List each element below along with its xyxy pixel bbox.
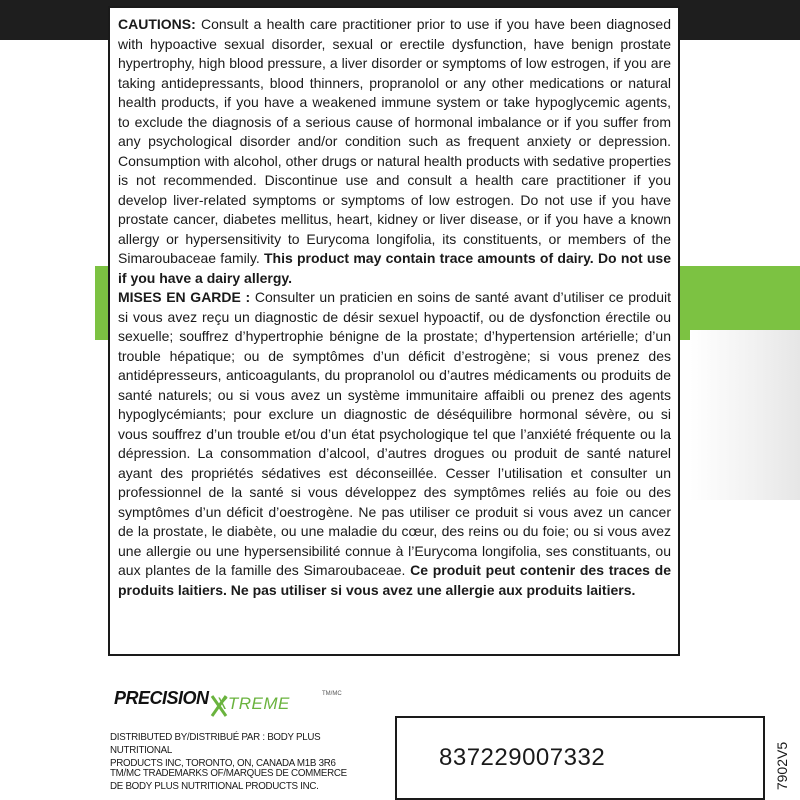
trademark-notice: [110, 767, 361, 793]
distributor-line-1: DISTRIBUTED BY/DISTRIBUÉ PAR : BODY PLUS NUTRITIONAL: [110, 731, 321, 756]
cautions-french: [118, 288, 671, 600]
brand-logo: [114, 688, 344, 728]
cautions-english: [118, 15, 671, 288]
grey-texture: [690, 330, 800, 500]
caution-panel: [108, 6, 680, 656]
trademark-line-1: TM/MC TRADEMARKS OF/MARQUES DE COMMERCE: [110, 767, 347, 779]
logo-xtreme: XTREME: [216, 694, 290, 713]
barcode-box: [395, 716, 765, 800]
cautions-body: Consult a health care practitioner prior to use if you have been diagnosed with hypoactive sexual disorder, sexual or erectile dysfunction, have benign prostate hypertrophy, high blood pressure, a liver disorder or symptoms of low estrogen, if you are taking antidepressants, blood thinners, propranolol or any other medications or natural health products, if you have a weakened immune system or take hypoglycemic agents, to exclude the diagnosis of a serious cause of hormonal imbalance or if you suffer from any psychological disorder and/or condition such as frequent anxiety or depression. Consumption with alcohol, other drugs or natural health products with sedative properties is not recommended. Discontinue use and consult a health care practitioner if you develop liver-related symptoms or symptoms of low estrogen. Do not use if you have prostate cancer, diabetes mellitus, heart, kidney or liver disease, or if you have a known allergy or hypersensitivity to Eurycoma longifolia, its constituents, or members of the Simaroubaceae family.: [118, 16, 671, 266]
barcode-number: 837229007332: [439, 744, 606, 771]
label-footer: [110, 670, 800, 800]
mises-en-garde-body: Consulter un praticien en soins de santé avant d’utiliser ce produit si vous avez reçu un diagnostic de désir sexuel hypoactif, ou de dysfonction érectile ou sexuelle; souffrez d’hypertrophie bénigne de la prostate; d’hypertension artérielle; d’un trouble hépatique; ou de symptômes d’un déficit d’estrogène; si vous prenez des antidépresseurs, anticoagulants, du propranolol ou d’autres médicaments ou produits de santé naturels; ou si vous avez un système immunitaire affaibli ou prenez des agents hypoglycémiants; pour exclure un diagnostic de déséquilibre hormonal sévère, ou si vous souffrez d’un trouble et/ou d’un état psychologique tel que l’anxiété fréquente ou la dépression. La consommation d’alcool, d’autres drogues ou produit de santé naturel ayant des propriétés sédatives est déconseillée. Cesser l’utilisation et consulter un professionnel de la santé si vous développez des symptômes reliés au foie ou des symptômes d’un déficit d’oestrogène. Ne pas utiliser ce produit si vous avez un cancer de la prostate, le diabète, ou une maladie du cœur, des reins ou du foie; ou si vous avez une allergie ou une hypersensibilité connue à l’Eurycoma longifolia, ses constituants, ou aux plantes de la famille des Simaroubaceae.: [118, 289, 672, 578]
version-code-text: 7902V5: [774, 741, 790, 791]
mises-en-garde-dairy-warning: Ce produit peut contenir des traces de produits laitiers. Ne pas utiliser si vous avez une allergie aux produits laitiers.: [118, 562, 671, 598]
cautions-dairy-warning: This product may contain trace amounts of dairy. Do not use if you have a dairy allergy.: [118, 250, 671, 286]
mises-en-garde-heading: MISES EN GARDE :: [118, 289, 251, 305]
cautions-heading: CAUTIONS:: [118, 16, 196, 32]
distributor-line-2: PRODUCTS INC, TORONTO, ON, CANADA M1B 3R6: [110, 757, 336, 769]
distributor-info: [110, 731, 361, 770]
version-code: [770, 732, 792, 800]
trademark-line-2: DE BODY PLUS NUTRITIONAL PRODUCTS INC.: [110, 780, 319, 792]
logo-trademark: TM/MC: [322, 691, 342, 697]
logo-precision: PRECISION: [114, 688, 209, 708]
